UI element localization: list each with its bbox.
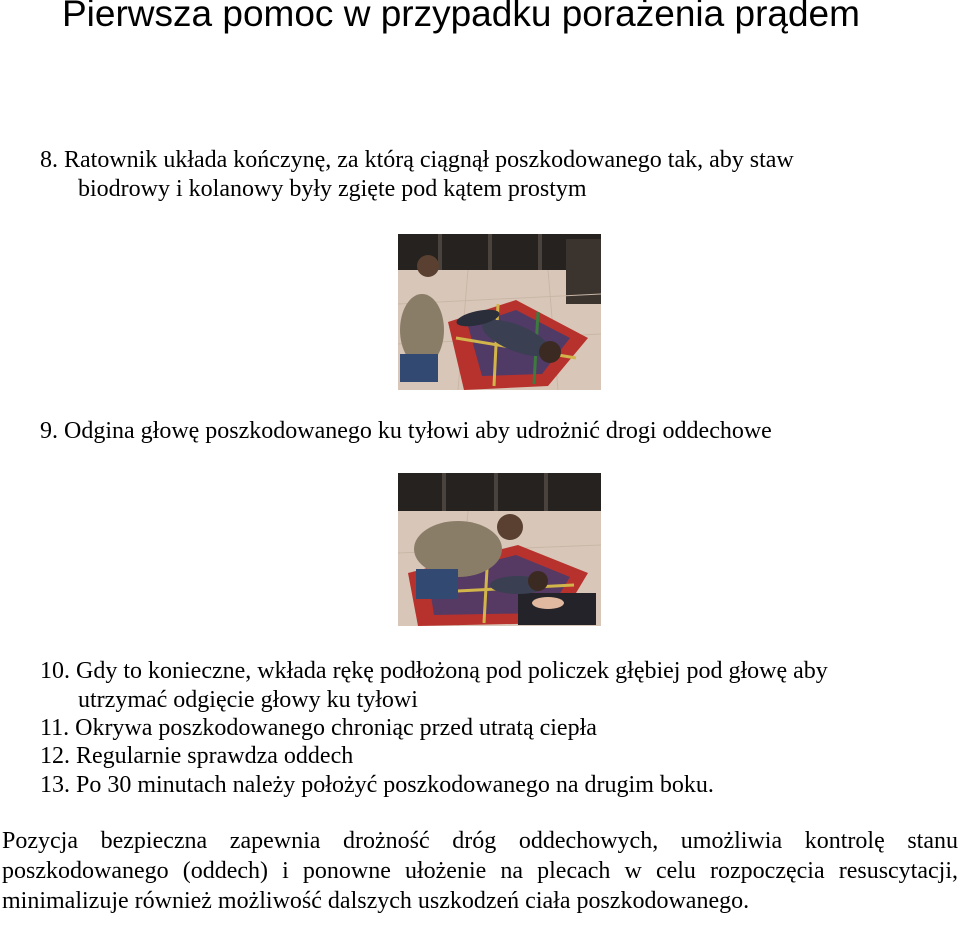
photo-recovery-position-leg (398, 234, 601, 390)
step-8-line-1: 8. Ratownik układa kończynę, za którą ciągnął poszkodowanego tak, aby staw (40, 147, 794, 173)
page-title: Pierwsza pomoc w przypadku porażenia prądem (62, 0, 860, 34)
step-8-line-2: biodrowy i kolanowy były zgięte pod kątem prostym (78, 176, 587, 202)
step-10-line-1: 10. Gdy to konieczne, wkłada rękę podłożoną pod policzek głębiej pod głowę aby (40, 658, 828, 684)
photo-head-tilt (398, 473, 601, 626)
step-11: 11. Okrywa poszkodowanego chroniąc przed utratą ciepła (40, 715, 597, 741)
step-12: 12. Regularnie sprawdza oddech (40, 743, 354, 769)
step-10 (40, 657, 828, 715)
step-8 (40, 146, 794, 204)
photo-step-8 (398, 234, 601, 390)
photo-step-9 (398, 473, 601, 626)
step-10-line-2: utrzymać odgięcie głowy ku tyłowi (78, 687, 418, 713)
summary-paragraph: Pozycja bezpieczna zapewnia drożność dróg oddechowych, umożliwia kontrolę stanu poszkodowanego (oddech) i ponowne ułożenie na plecach w celu rozpoczęcia resuscytacji, minimalizuje również możliwość dalszych uszkodzeń ciała poszkodowanego. (2, 828, 958, 914)
step-13: 13. Po 30 minutach należy położyć poszkodowanego na drugim boku. (40, 772, 714, 798)
step-9: 9. Odgina głowę poszkodowanego ku tyłowi aby udrożnić drogi oddechowe (40, 418, 772, 444)
